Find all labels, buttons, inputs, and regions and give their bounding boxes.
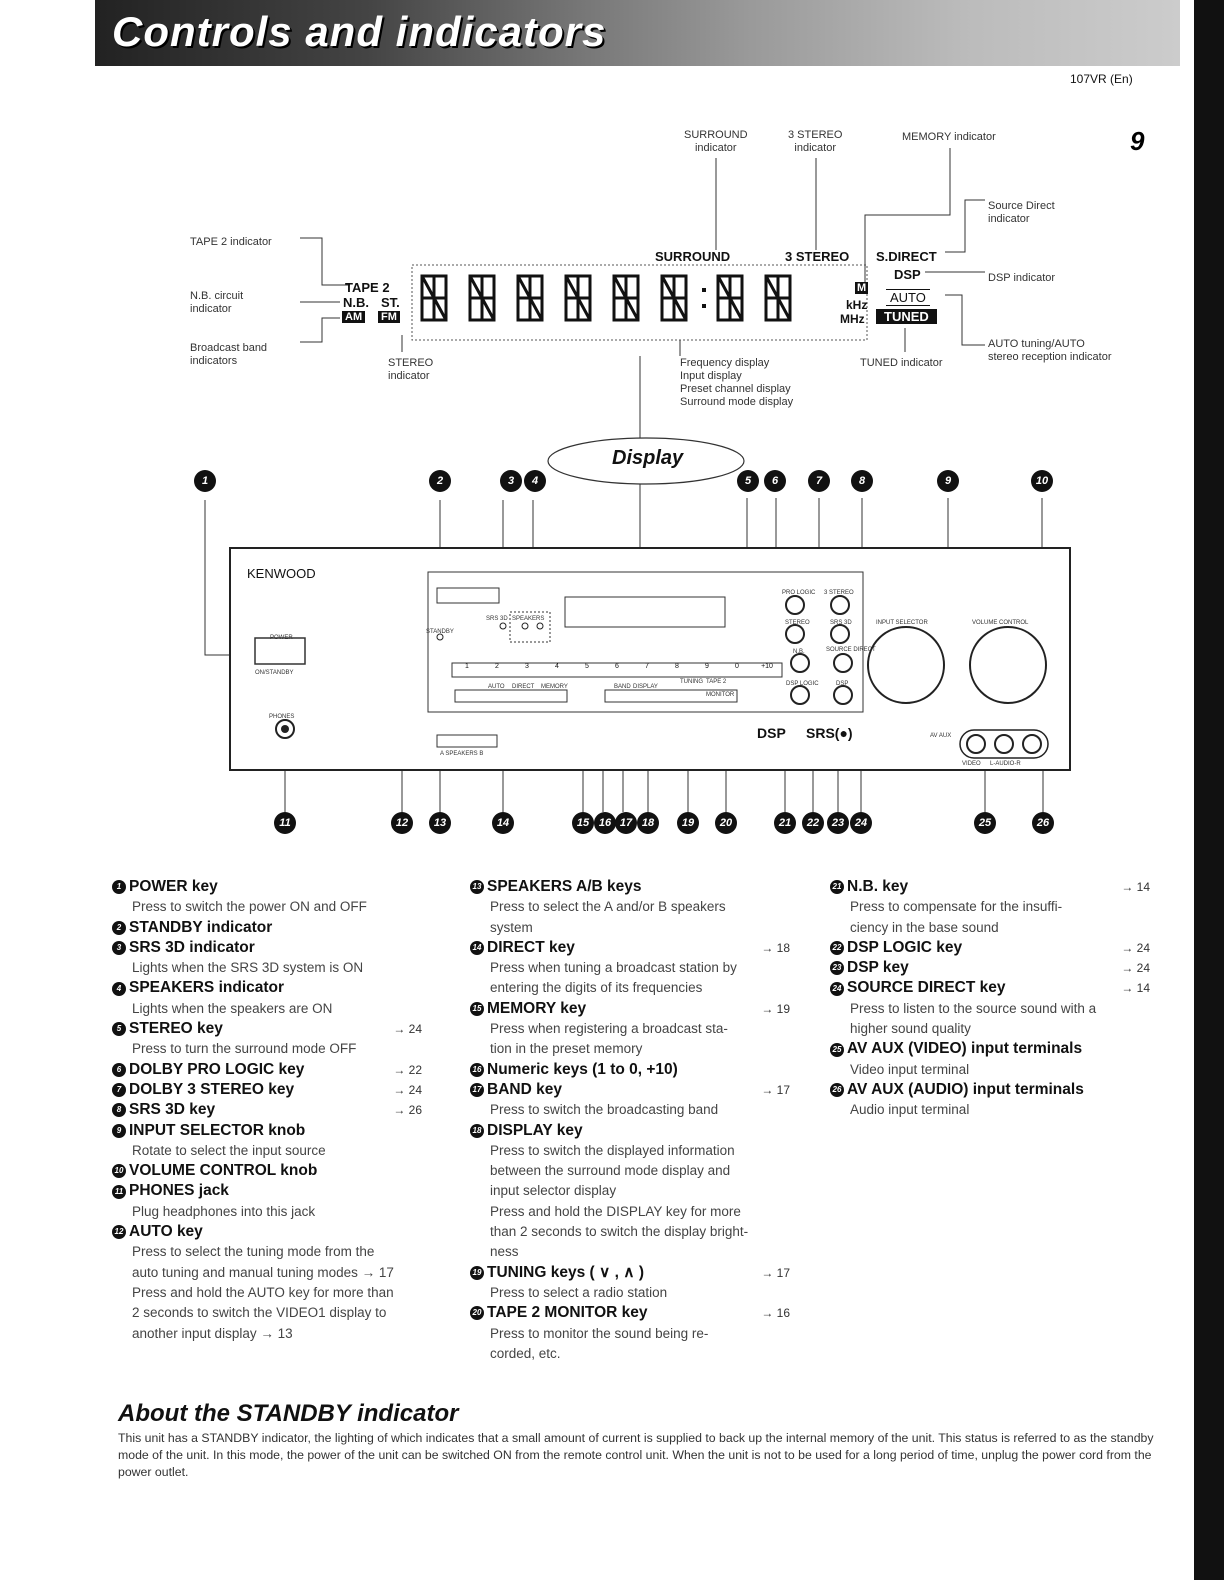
brand-logo: KENWOOD — [247, 566, 316, 581]
callout-12: 12 — [391, 812, 413, 834]
legend-item-dsp-logic: 22 DSP LOGIC key → 24 — [830, 938, 1150, 958]
tuning-key-label: TUNING — [680, 679, 703, 685]
legend-item-band: 17 BAND key → 17 — [470, 1080, 790, 1100]
page-number: 9 — [1130, 126, 1145, 156]
tape2-monitor-label: TAPE 2 MONITOR — [706, 679, 735, 698]
callout-5: 5 — [737, 470, 759, 492]
legend-item-volume: 10 VOLUME CONTROL knob — [112, 1161, 422, 1181]
callout-26: 26 — [1032, 812, 1054, 834]
tape2-indicator-label: TAPE 2 indicator — [190, 236, 272, 248]
callout-17: 17 — [615, 812, 637, 834]
source-direct-indicator-label: Source Direct indicator — [988, 200, 1055, 225]
legend-item-speakers-ind: 4 SPEAKERS indicator — [112, 978, 422, 998]
legend-item-display: 18 DISPLAY key — [470, 1121, 790, 1141]
mhz-display-label: MHz — [840, 312, 865, 326]
dsp-display-label: DSP — [894, 267, 921, 282]
nb-key-label: N.B. — [793, 649, 805, 655]
video-label: VIDEO — [962, 761, 981, 767]
numeric-key[interactable]: 5 — [585, 663, 589, 670]
numeric-key[interactable]: 1 — [465, 663, 469, 670]
legend-item-direct: 14 DIRECT key → 18 — [470, 938, 790, 958]
numeric-key[interactable]: 3 — [525, 663, 529, 670]
stereo-key-label: STEREO — [785, 620, 810, 626]
direct-key-label: DIRECT — [512, 684, 535, 690]
auto-key-label: AUTO — [488, 684, 505, 690]
on-standby-label: ON/STANDBY — [255, 670, 294, 676]
memory-indicator-label: MEMORY indicator — [902, 131, 996, 143]
pro-logic-label: PRO LOGIC — [782, 590, 816, 596]
numeric-key[interactable]: 7 — [645, 663, 649, 670]
srs-logo: SRS(●) — [806, 725, 853, 741]
page-code: 107VR (En) — [1070, 72, 1133, 86]
auto-indicator-label: AUTO tuning/AUTO stereo reception indicator — [988, 338, 1112, 363]
callout-23: 23 — [827, 812, 849, 834]
callout-9: 9 — [937, 470, 959, 492]
numeric-key[interactable]: 2 — [495, 663, 499, 670]
callout-7: 7 — [808, 470, 830, 492]
band-indicator-label: Broadcast band indicators — [190, 342, 268, 367]
legend-column-2: 13 SPEAKERS A/B keys Press to select the A and/or B speakers system 14 DIRECT key → 18 Press when tuning a broadcast station by entering the digits of its frequencies 15 MEMORY key → 19 Press when registering a broadcast sta- tion in the preset memory 16 Numeric keys (1 to 0, +10) 17 BAND key → 17 Press to switch the broadcasting band 18 DISPLAY key Press to switch the displayed information between the surround mode display and input selector display Press and hold the DISPLAY key for more than 2 seconds to switch the display bright- ness 19 TUNING keys ( ∨ , ∧ ) → 17 Press to select a radio station 20 TAPE 2 MONITOR key → 16 Press to monitor the sound being re- corded, etc. — [470, 877, 790, 1364]
speakers-ab-label: A SPEAKERS B — [440, 751, 484, 757]
st-display-label: ST. — [381, 295, 400, 310]
callout-21: 21 — [774, 812, 796, 834]
callout-25: 25 — [974, 812, 996, 834]
frequency-display-label: Frequency display Input display Preset channel display Surround mode display — [680, 357, 794, 408]
legend-item-input-selector: 9 INPUT SELECTOR knob — [112, 1121, 422, 1141]
numeric-keys — [452, 663, 782, 677]
legend-item-power: 1 POWER key — [112, 877, 422, 897]
legend-item-av-audio: 26 AV AUX (AUDIO) input terminals — [830, 1080, 1150, 1100]
legend-item-srs3d-ind: 3 SRS 3D indicator — [112, 938, 422, 958]
legend-item-stereo: 5 STEREO key → 24 — [112, 1019, 422, 1039]
callout-16: 16 — [594, 812, 616, 834]
speakers-label: SPEAKERS — [512, 616, 545, 622]
callout-4: 4 — [524, 470, 546, 492]
volume-control-label: VOLUME CONTROL — [972, 620, 1029, 626]
legend-item-speakers-ab: 13 SPEAKERS A/B keys — [470, 877, 790, 897]
legend-item-av-video: 25 AV AUX (VIDEO) input terminals — [830, 1039, 1150, 1059]
display-bubble-label: Display — [612, 447, 684, 469]
srs3d-label: SRS 3D — [486, 616, 508, 622]
callout-1: 1 — [194, 470, 216, 492]
numeric-key[interactable]: 4 — [555, 663, 559, 670]
callout-20: 20 — [715, 812, 737, 834]
callout-3: 3 — [500, 470, 522, 492]
nb-display-label: N.B. — [343, 295, 369, 310]
legend-item-pro-logic: 6 DOLBY PRO LOGIC key → 22 — [112, 1060, 422, 1080]
display-key-label: DISPLAY — [633, 684, 658, 690]
callout-2: 2 — [429, 470, 451, 492]
callout-11: 11 — [274, 812, 296, 834]
stereo3-key-label: 3 STEREO — [824, 590, 854, 596]
fm-display-label: FM — [378, 311, 400, 323]
legend-item-phones: 11 PHONES jack — [112, 1181, 422, 1201]
segment-display — [420, 272, 820, 332]
legend-item-source-direct: 24 SOURCE DIRECT key → 14 — [830, 978, 1150, 998]
tuned-display-label: TUNED — [876, 309, 937, 324]
dsp-logo: DSP — [757, 725, 786, 741]
callout-6: 6 — [764, 470, 786, 492]
power-key[interactable] — [255, 638, 305, 664]
dsp-indicator-label: DSP indicator — [988, 272, 1056, 284]
callout-13: 13 — [429, 812, 451, 834]
stereo3-display-label: 3 STEREO — [785, 249, 850, 264]
tape2-display-label: TAPE 2 — [345, 280, 390, 295]
legend-item-numeric: 16 Numeric keys (1 to 0, +10) — [470, 1060, 790, 1080]
khz-display-label: kHz — [846, 298, 868, 312]
surround-display-label: SURROUND — [655, 249, 731, 264]
surround-indicator-label: SURROUND indicator — [684, 129, 748, 154]
av-aux-label: AV AUX — [930, 733, 952, 739]
standby-label: STANDBY — [426, 629, 454, 635]
legend-item-standby: 2 STANDBY indicator — [112, 918, 422, 938]
stereo-indicator-label: STEREO indicator — [388, 357, 434, 382]
dsp-logic-key-label: DSP LOGIC — [786, 681, 819, 687]
legend-item-tuning: 19 TUNING keys ( ∨ , ∧ ) → 17 — [470, 1263, 790, 1283]
legend-column-3: 21 N.B. key → 14 Press to compensate for the insuffi- ciency in the base sound 22 DSP LOGIC key → 24 23 DSP key → 24 24 SOURCE DIRECT key → 14 Press to listen to the source sound with a higher sound quality 25 AV AUX (VIDEO) input terminals Video input terminal 26 AV AUX (AUDIO) input terminals Audio input terminal — [830, 877, 1150, 1121]
phones-jack[interactable] — [276, 720, 294, 738]
numeric-key[interactable]: 6 — [615, 663, 619, 670]
srs3d-key-label: SRS 3D — [830, 620, 852, 626]
audio-label: L-AUDIO-R — [990, 761, 1021, 767]
callout-22: 22 — [802, 812, 824, 834]
memory-key-label: MEMORY — [541, 684, 568, 690]
legend-column-1: 1 POWER key Press to switch the power ON and OFF 2 STANDBY indicator 3 SRS 3D indicator Lights when the SRS 3D system is ON 4 SPEAKERS indicator Lights when the speakers are ON 5 STEREO key → 24 Press to turn the surround mode OFF 6 DOLBY PRO LOGIC key → 22 7 DOLBY 3 STEREO key → 24 8 SRS 3D key → 26 9 INPUT SELECTOR knob Rotate to select the input source 10 VOLUME CONTROL knob 11 PHONES jack Plug headphones into this jack 12 AUTO key Press to select the tuning mode from the auto tuning and manual tuning modes → 17 Press and hold the AUTO key for more than 2 seconds to switch the VIDEO1 display to another input display → 13 — [112, 877, 422, 1344]
about-standby-heading: About the STANDBY indicator — [118, 1400, 459, 1427]
am-display-label: AM — [342, 311, 365, 323]
callout-15: 15 — [572, 812, 594, 834]
source-direct-key-label: SOURCE DIRECT — [826, 647, 876, 653]
auto-display-label: AUTO — [886, 289, 930, 306]
nb-indicator-label: N.B. circuit indicator — [190, 290, 244, 315]
callout-19: 19 — [677, 812, 699, 834]
phones-label: PHONES — [269, 714, 295, 720]
legend-item-srs3d-key: 8 SRS 3D key → 26 — [112, 1100, 422, 1120]
legend-item-nb: 21 N.B. key → 14 — [830, 877, 1150, 897]
memory-m-display-label: M — [857, 282, 867, 294]
band-key-label: BAND — [614, 684, 631, 690]
page-title: Controls and indicators — [112, 8, 607, 55]
numeric-key[interactable]: 0 — [735, 663, 739, 670]
callout-14: 14 — [492, 812, 514, 834]
callout-24: 24 — [850, 812, 872, 834]
legend-item-3stereo: 7 DOLBY 3 STEREO key → 24 — [112, 1080, 422, 1100]
numeric-key[interactable]: 9 — [705, 663, 709, 670]
legend-item-dsp: 23 DSP key → 24 — [830, 958, 1150, 978]
legend-item-memory: 15 MEMORY key → 19 — [470, 999, 790, 1019]
legend-item-tape2: 20 TAPE 2 MONITOR key → 16 — [470, 1303, 790, 1323]
dsp-key-label: DSP — [836, 681, 849, 687]
stereo3-indicator-label: 3 STEREO indicator — [788, 129, 843, 154]
input-selector-label: INPUT SELECTOR — [876, 620, 928, 626]
legend-item-auto: 12 AUTO key — [112, 1222, 422, 1242]
callout-18: 18 — [637, 812, 659, 834]
sdirect-display-label: S.DIRECT — [876, 249, 937, 264]
numeric-key[interactable]: 8 — [675, 663, 679, 670]
numeric-key[interactable]: +10 — [761, 663, 773, 670]
about-standby-body: This unit has a STANDBY indicator, the lighting of which indicates that a small amount of current is supplied to back up the internal memory of the unit. This status is referred to as the standby mode of the unit. In this mode, the power of the unit can be switched ON from the remote control unit. When the unit is not to be used for a long period of time, unplug the power cord from the power outlet. — [118, 1431, 1154, 1479]
tuned-indicator-label: TUNED indicator — [860, 357, 943, 369]
power-label: POWER — [270, 635, 293, 641]
callout-8: 8 — [851, 470, 873, 492]
callout-10: 10 — [1031, 470, 1053, 492]
